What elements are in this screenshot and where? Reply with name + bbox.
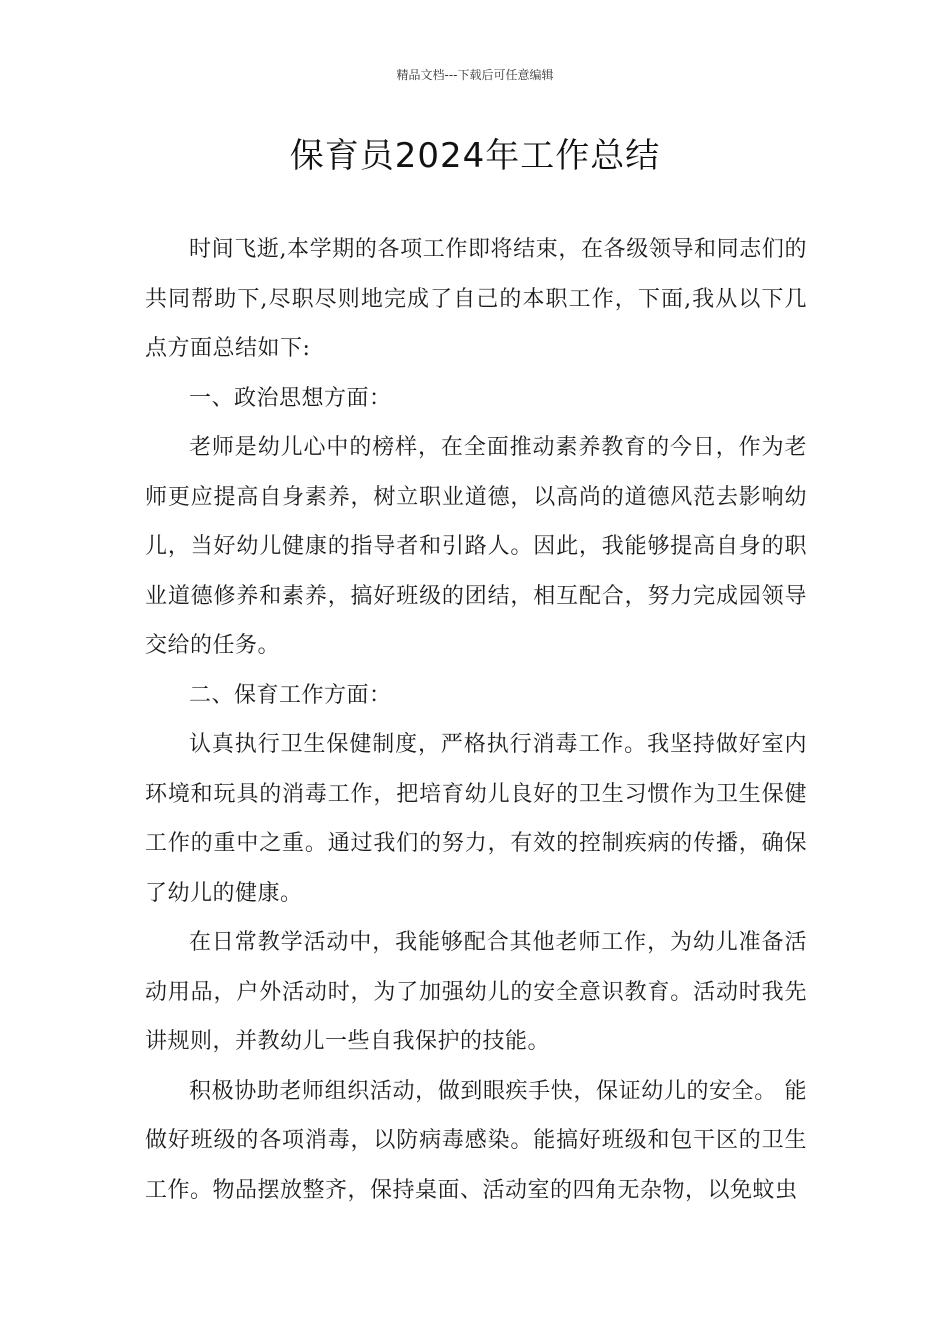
paragraph-political: 老师是幼儿心中的榜样，在全面推动素养教育的今日，作为老师更应提高自身素养，树立职业道德，以高尚的道德风范去影响幼儿，当好幼儿健康的指导者和引路人。因此，我能够提高自身的职业道德修养和素养，搞好班级的团结，相互配合，努力完成园领导交给的任务。 (145, 435, 807, 658)
paragraph-hygiene: 认真执行卫生保健制度，严格执行消毒工作。我坚持做好室内环境和玩具的消毒工作，把培育幼儿良好的卫生习惯作为卫生保健工作的重中之重。通过我们的努力，有效的控制疾病的传播，确保了幼儿的健康。 (145, 732, 807, 906)
header-note: 精品文档---下载后可任意编辑 (396, 68, 554, 82)
document-body (145, 225, 807, 1215)
section-heading-political: 一、政治思想方面： (189, 385, 392, 411)
document-title: 保育员2024年工作总结 (289, 136, 661, 176)
section-heading-care-work: 二、保育工作方面： (189, 682, 392, 708)
paragraph-intro: 时间飞逝,本学期的各项工作即将结束，在各级领导和同志们的共同帮助下,尽职尽则地完成了自己的本职工作，下面,我从以下几点方面总结如下: (145, 237, 807, 361)
paragraph-teaching: 在日常教学活动中，我能够配合其他老师工作，为幼儿准备活动用品，户外活动时，为了加强幼儿的安全意识教育。活动时我先讲规则，并教幼儿一些自我保护的技能。 (145, 930, 807, 1054)
paragraph-assist: 积极协助老师组织活动，做到眼疾手快，保证幼儿的安全。 能做好班级的各项消毒，以防病毒感染。能搞好班级和包干区的卫生工作。物品摆放整齐，保持桌面、活动室的四角无杂物，以免蚊虫 (145, 1078, 807, 1203)
